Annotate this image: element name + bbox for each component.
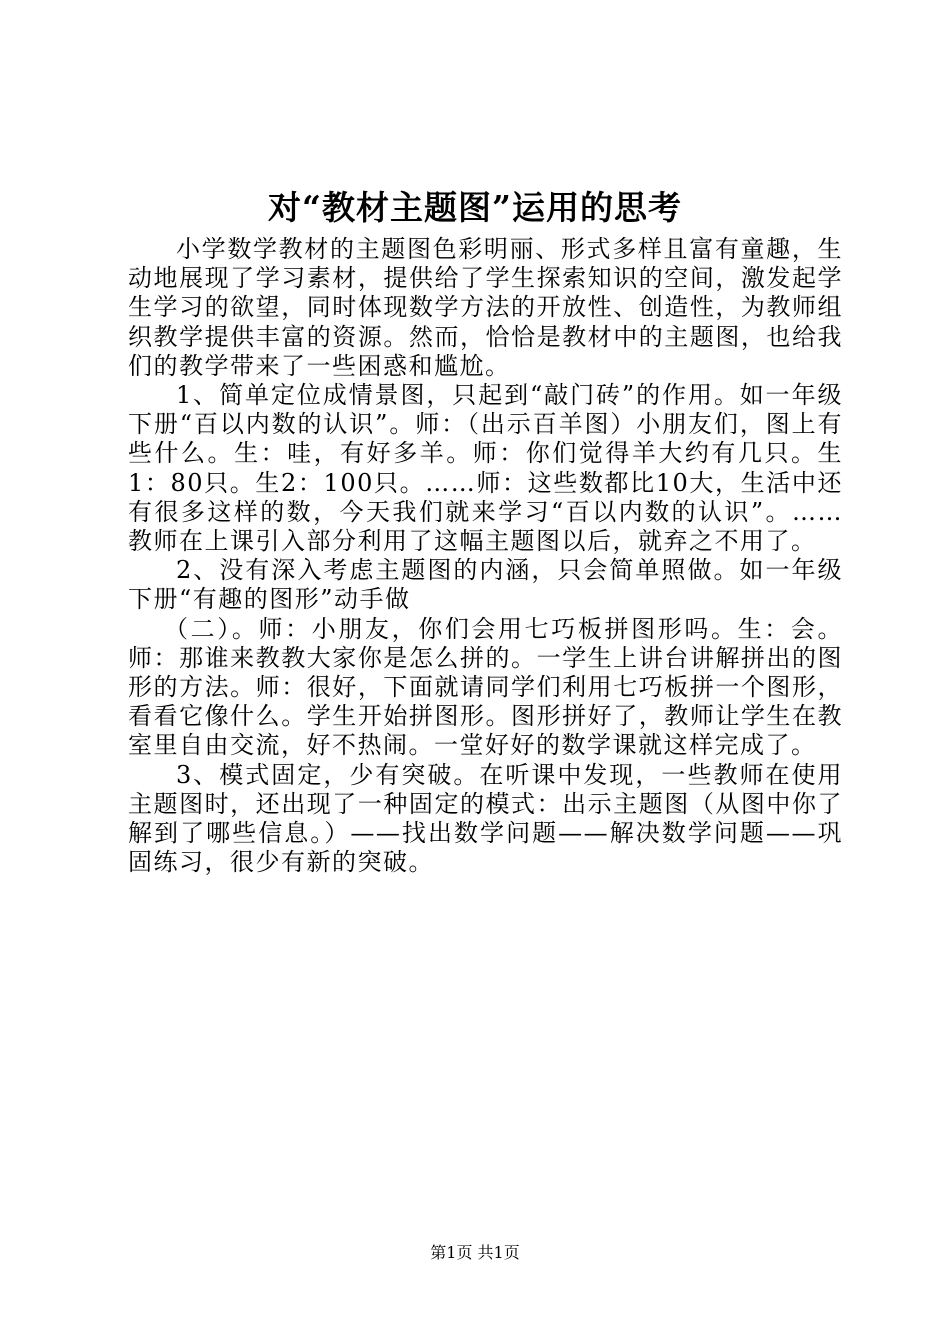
paragraph-intro: 小学数学教材的主题图色彩明丽、形式多样且富有童趣，生动地展现了学习素材，提供给了学生探索知识的空间，激发起学生学习的欲望，同时体现数学方法的开放性、创造性，为教师组织教学提供丰富的资源。然而，恰恰是教材中的主题图，也给我们的教学带来了一些困惑和尴尬。 xyxy=(128,235,843,380)
paragraph-point-2: 2、没有深入考虑主题图的内涵，只会简单照做。如一年级下册“有趣的图形”动手做 xyxy=(128,556,843,614)
document-body xyxy=(128,235,843,877)
document-title: 对“教材主题图”运用的思考 xyxy=(268,188,682,227)
paragraph-point-1: 1、简单定位成情景图，只起到“敲门砖”的作用。如一年级下册“百以内数的认识”。师：（出示百羊图）小朋友们，图上有些什么。生：哇，有好多羊。师：你们觉得羊大约有几只。生1：80只。生2：100只。……师：这些数都比10大，生活中还有很多这样的数，今天我们就来学习“百以内数的认识”。……教师在上课引入部分利用了这幅主题图以后，就弃之不用了。 xyxy=(128,381,843,556)
paragraph-point-2-continued: （二）。师：小朋友，你们会用七巧板拼图形吗。生：会。师：那谁来教教大家你是怎么拼的。一学生上讲台讲解拼出的图形的方法。师：很好，下面就请同学们利用七巧板拼一个图形，看看它像什么。学生开始拼图形。图形拼好了，教师让学生在教室里自由交流，好不热闹。一堂好好的数学课就这样完成了。 xyxy=(128,614,843,760)
page-footer: 第1页 共1页 xyxy=(430,1243,520,1262)
paragraph-point-3: 3、模式固定，少有突破。在听课中发现，一些教师在使用主题图时，还出现了一种固定的模式：出示主题图（从图中你了解到了哪些信息。）——找出数学问题——解决数学问题——巩固练习，很少有新的突破。 xyxy=(128,760,843,877)
